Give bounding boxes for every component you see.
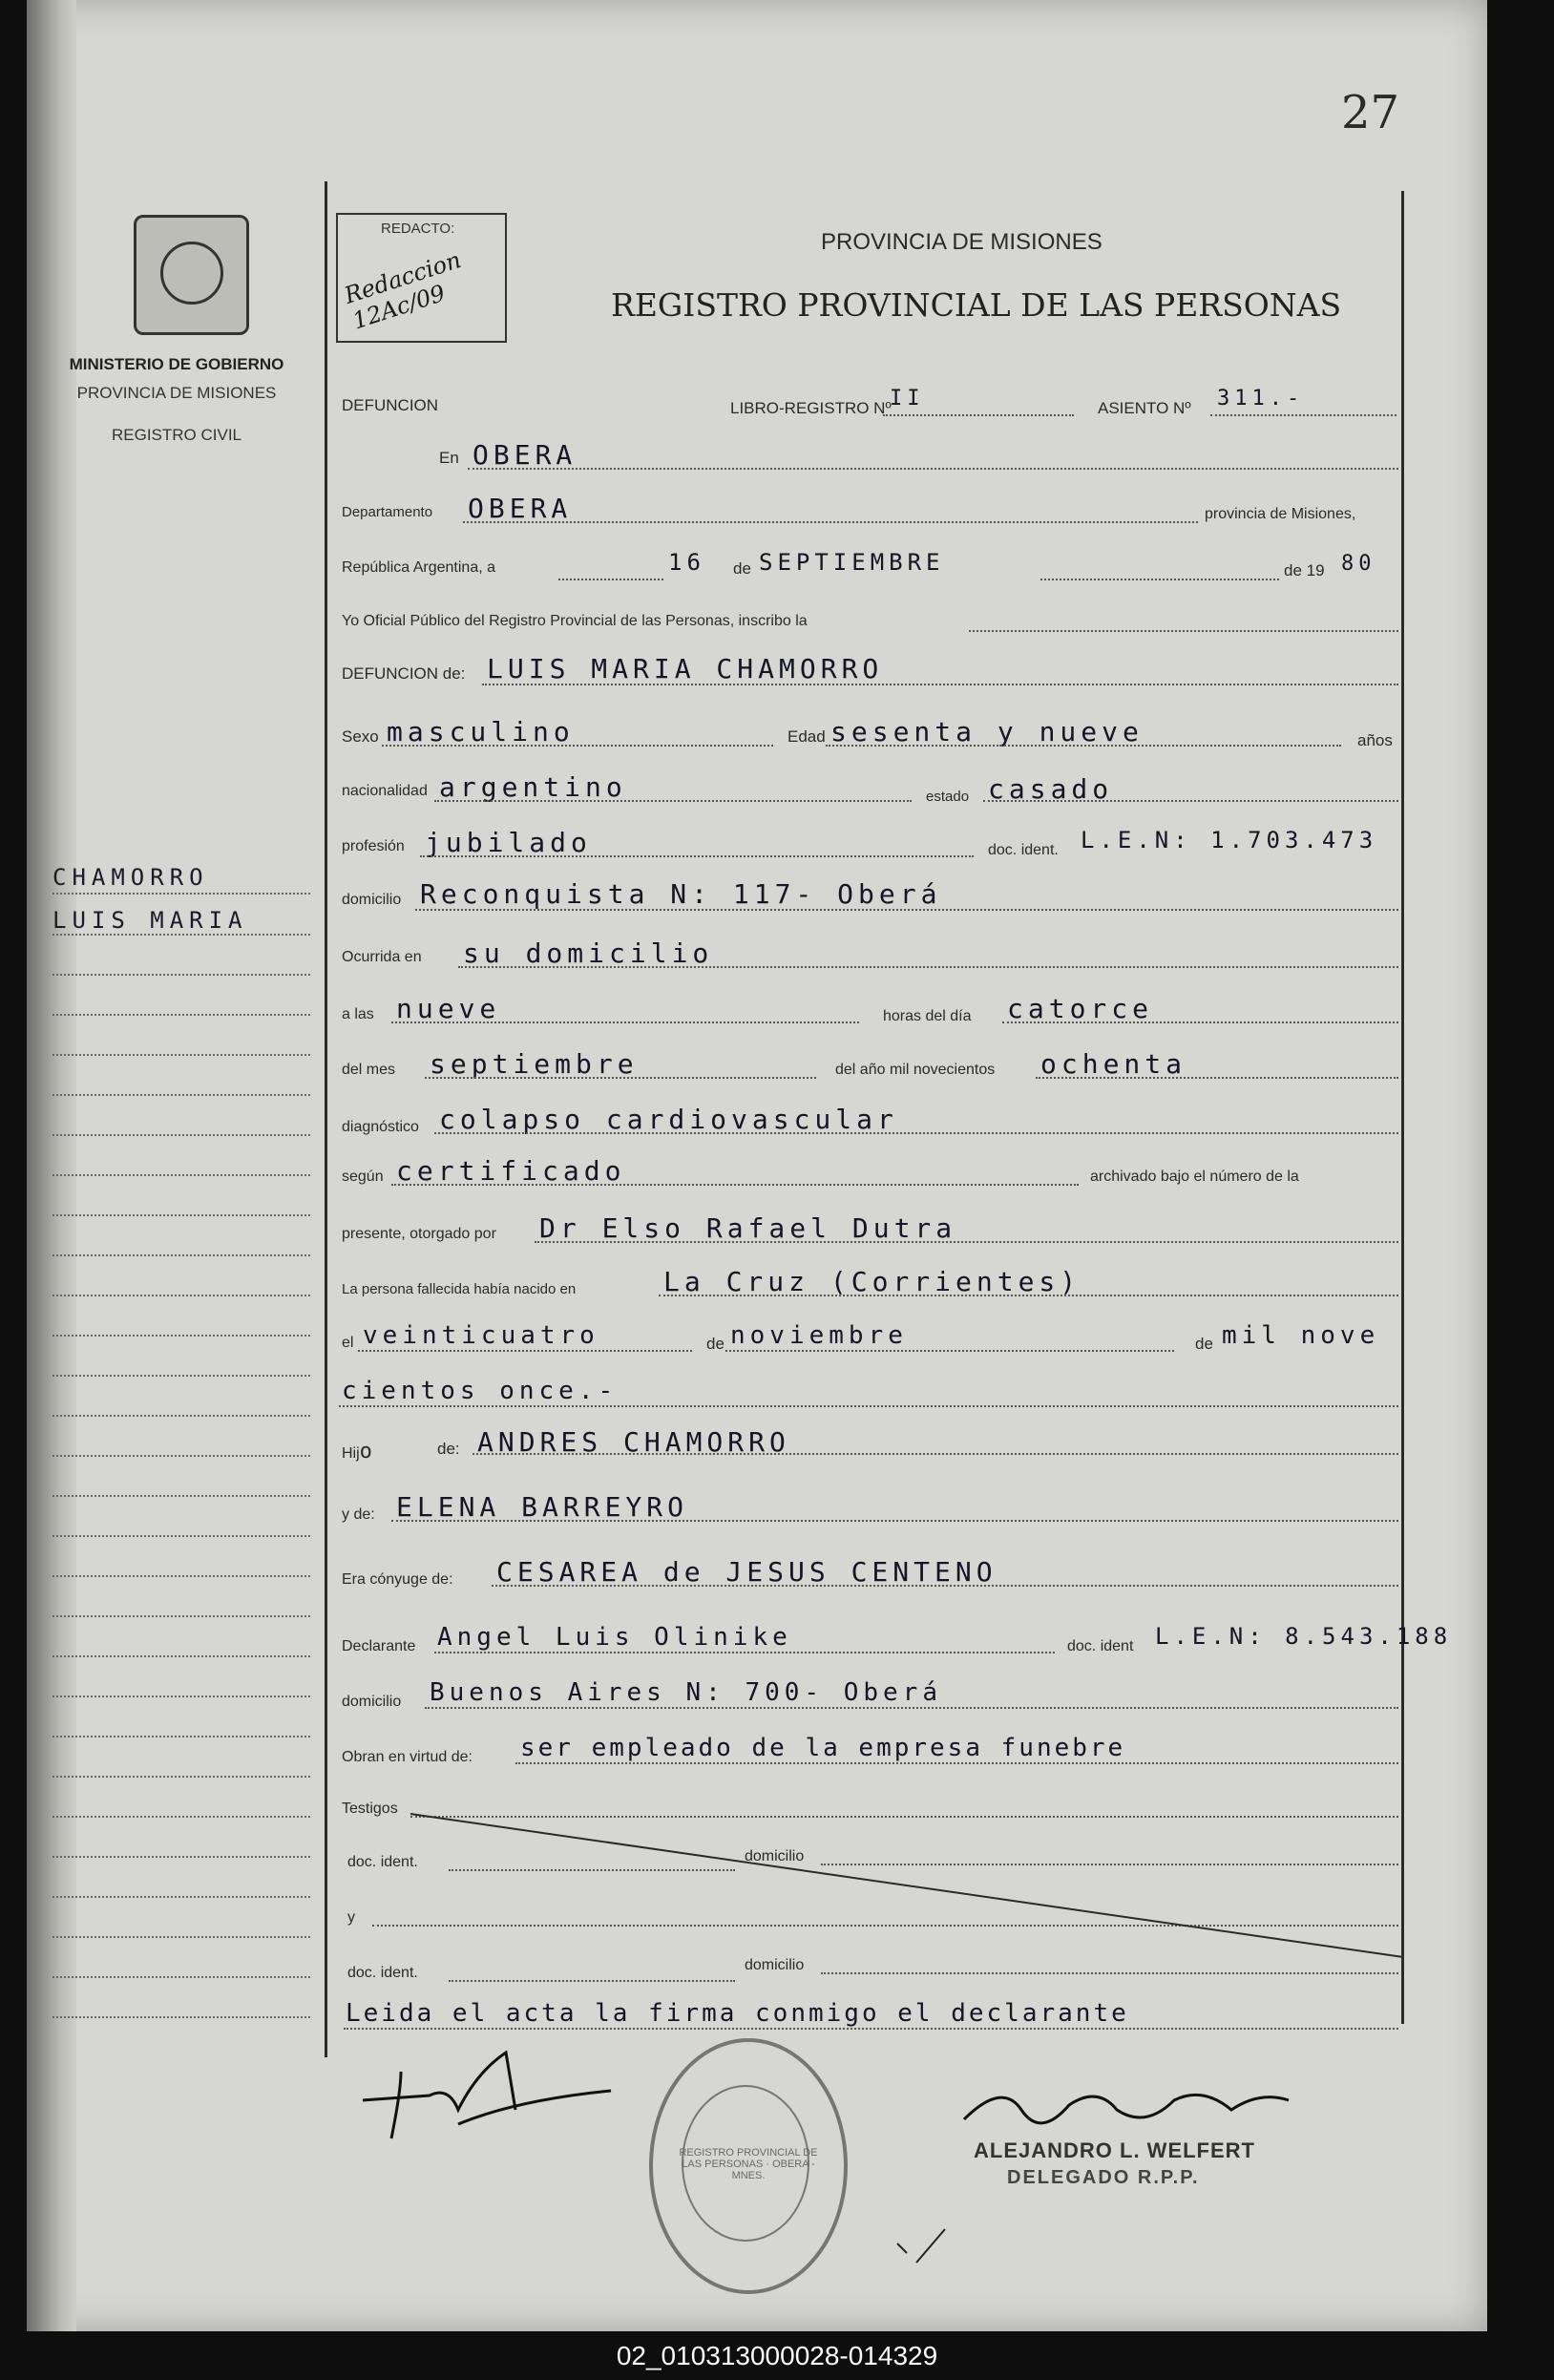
nacido-value: La Cruz (Corrientes) [663, 1266, 1082, 1297]
segun-label: según [342, 1169, 384, 1185]
hijo-suffix: o [359, 1440, 372, 1464]
redacto-label: REDACTO: [381, 221, 455, 237]
delanio-value: ochenta [1040, 1048, 1187, 1080]
right-rule [1401, 191, 1404, 2024]
nacionalidad-line [434, 800, 912, 802]
domicilio-value: Reconquista N: 117- Oberá [420, 878, 942, 910]
hijo-de-value: ANDRES CHAMORRO [477, 1426, 790, 1458]
diagnostico-line [434, 1132, 1398, 1134]
segun-line [391, 1184, 1079, 1186]
obran-line [515, 1762, 1398, 1764]
yo-label: Yo Oficial Público del Registro Provincial de las Personas, inscribo la [342, 613, 808, 629]
libro-line [883, 414, 1074, 416]
declarante-value: Angel Luis Olinike [437, 1623, 792, 1652]
declarant-signature [344, 2033, 630, 2158]
asiento-line [1210, 414, 1396, 416]
presente-value: Dr Elso Rafael Dutra [539, 1212, 957, 1244]
defuncion-de-label: DEFUNCION de: [342, 664, 466, 683]
sexo-line [382, 745, 773, 747]
ocurrida-value: su domicilio [463, 937, 714, 969]
mes-line [1040, 579, 1279, 580]
doc-ident-label: doc. ident. [988, 842, 1059, 858]
de2-line [725, 1350, 1174, 1352]
testigos-label: Testigos [342, 1801, 398, 1817]
nacido-label: La persona fallecida había nacido en [342, 1281, 577, 1297]
province-label-left: PROVINCIA DE MISIONES [76, 384, 277, 402]
en-line [468, 468, 1398, 470]
nacionalidad-label: nacionalidad [342, 783, 428, 799]
sexo-label: Sexo [342, 727, 379, 746]
anio-value: 80 [1341, 552, 1376, 576]
profesion-label: profesión [342, 838, 405, 854]
registry-label-left: REGISTRO CIVIL [111, 426, 242, 444]
yo-line [969, 630, 1398, 632]
yde-label: y de: [342, 1506, 375, 1523]
hijo-de-label: de: [437, 1440, 460, 1458]
leida-value: Leida el acta la firma conmigo el declarante [346, 1999, 1129, 2028]
provincia-label: provincia de Misiones, [1205, 506, 1356, 522]
domicilio-line [415, 909, 1398, 911]
decl-dom-value: Buenos Aires N: 700- Oberá [430, 1678, 942, 1707]
departamento-line [463, 521, 1198, 523]
en-value: OBERA [472, 439, 578, 471]
diagnostico-label: diagnóstico [342, 1119, 419, 1135]
edad-value: sesenta y nueve [830, 716, 1144, 748]
delmes-label: del mes [342, 1062, 396, 1078]
ministry-label: MINISTERIO DE GOBIERNO [69, 355, 284, 373]
delmes-line [425, 1077, 816, 1079]
doc-ident-value: L.E.N: 1.703.473 [1081, 827, 1378, 853]
stamp-text: REGISTRO PROVINCIAL DE LAS PERSONAS · OBERA - MNES. [679, 2147, 818, 2181]
libro-label: LIBRO-REGISTRO Nº [730, 399, 892, 417]
redacto-box [336, 213, 507, 343]
decl-dom-line [425, 1707, 1398, 1709]
dia-value: 16 [668, 549, 705, 576]
departamento-value: OBERA [468, 493, 573, 524]
asiento-label: ASIENTO Nº [1098, 399, 1191, 417]
segun-value: certificado [396, 1155, 626, 1187]
diagnostico-value: colapso cardiovascular [439, 1104, 898, 1135]
left-rule [325, 181, 327, 2057]
defuncion-line [482, 684, 1398, 685]
conyuge-line [492, 1585, 1398, 1587]
presente-line [535, 1241, 1398, 1243]
domicilio-label: domicilio [342, 892, 402, 908]
t2-doc-label: doc. ident. [347, 1965, 418, 1981]
delanio-label: del año mil novecientos [835, 1062, 996, 1078]
presente-label: presente, otorgado por [342, 1226, 496, 1242]
departamento-label: Departamento [342, 504, 433, 520]
conyuge-value: CESAREA de JESUS CENTENO [496, 1556, 998, 1588]
republica-label: República Argentina, a [342, 559, 495, 576]
footer-id: 02_010313000028-014329 [0, 2331, 1554, 2380]
leida-line [344, 2028, 1398, 2030]
hijo-text: Hij [342, 1445, 360, 1462]
horas-label: horas del día [883, 1008, 972, 1024]
yde-value: ELENA BARREYRO [396, 1491, 689, 1523]
obran-label: Obran en virtud de: [342, 1749, 472, 1765]
de3-label: de [1195, 1335, 1213, 1353]
nacionalidad-value: argentino [439, 771, 627, 803]
registry-title: REGISTRO PROVINCIAL DE LAS PERSONAS [611, 286, 1342, 324]
el-label: el [342, 1335, 354, 1351]
t2-dom-label: domicilio [745, 1957, 805, 1973]
de2-value: noviembre [730, 1321, 908, 1350]
decl-doc-value: L.E.N: 8.543.188 [1155, 1623, 1453, 1650]
margin-surname: CHAMORRO [52, 864, 209, 891]
libro-value: II [890, 387, 925, 411]
ocurrida-label: Ocurrida en [342, 949, 422, 965]
edad-label: Edad [788, 727, 826, 746]
nacido-line [659, 1295, 1398, 1296]
delanio-line [1036, 1077, 1398, 1079]
margin-given-name: LUIS MARIA [52, 907, 248, 934]
binding-gutter [27, 0, 76, 2331]
dia-line [558, 579, 663, 580]
alas-line [391, 1022, 859, 1023]
edad-line [826, 745, 1341, 747]
defuncion-de-value: LUIS MARIA CHAMORRO [487, 653, 884, 685]
de2-label: de [706, 1335, 724, 1353]
horas-value: catorce [1007, 993, 1154, 1024]
delmes-value: septiembre [430, 1048, 639, 1080]
ocurrida-line [458, 966, 1398, 968]
decl-dom-label: domicilio [342, 1694, 402, 1710]
profesion-value: jubilado [425, 827, 592, 858]
decl-doc-label: doc. ident [1067, 1638, 1134, 1654]
t-doc-label: doc. ident. [347, 1854, 418, 1870]
delegate-role: DELEGADO R.P.P. [1007, 2167, 1200, 2188]
t2-dom-line [821, 1972, 1398, 1974]
t2-doc-line [449, 1980, 735, 1982]
sexo-value: masculino [387, 716, 575, 748]
hijo-line [472, 1453, 1398, 1455]
initial-mark [888, 2224, 964, 2272]
page-number: 27 [1341, 86, 1400, 139]
alas-value: nueve [396, 993, 501, 1024]
anios-label: años [1357, 731, 1393, 749]
province-heading: PROVINCIA DE MISIONES [821, 229, 1102, 255]
t-dom-label: domicilio [745, 1848, 805, 1864]
redacto-handwriting: Redaccion 12Ac/09 [341, 246, 465, 335]
alas-label: a las [342, 1006, 374, 1022]
mes-value: SEPTIEMBRE [759, 549, 945, 576]
y-label: y [347, 1909, 355, 1926]
declarante-line [434, 1652, 1055, 1653]
hijo-label [342, 1440, 372, 1464]
declarante-label: Declarante [342, 1638, 416, 1654]
cientos-value: cientos once.- [342, 1377, 619, 1405]
de3-value: mil nove [1222, 1321, 1380, 1350]
delegate-name: ALEJANDRO L. WELFERT [974, 2138, 1255, 2162]
horas-line [1002, 1022, 1398, 1023]
official-stamp [649, 2038, 848, 2294]
obran-value: ser empleado de la empresa funebre [520, 1734, 1126, 1762]
en-label: En [439, 449, 459, 467]
archivado-label: archivado bajo el número de la [1090, 1169, 1299, 1185]
cientos-line [339, 1405, 1398, 1407]
el-value: veinticuatro [363, 1321, 599, 1350]
witness-cancel-line [401, 1795, 1413, 1967]
conyuge-label: Era cónyuge de: [342, 1571, 453, 1588]
mes-de-label: de [733, 559, 751, 578]
asiento-value: 311.- [1217, 387, 1305, 411]
de19-label: de 19 [1284, 561, 1325, 579]
profesion-line [420, 855, 974, 857]
estado-label: estado [926, 789, 970, 805]
type-label: DEFUNCION [342, 396, 439, 414]
coat-of-arms-icon [134, 215, 249, 335]
el-line [358, 1350, 692, 1352]
document-page [27, 0, 1487, 2331]
estado-value: casado [988, 773, 1114, 805]
yde-line [391, 1520, 1398, 1522]
estado-line [983, 800, 1398, 802]
